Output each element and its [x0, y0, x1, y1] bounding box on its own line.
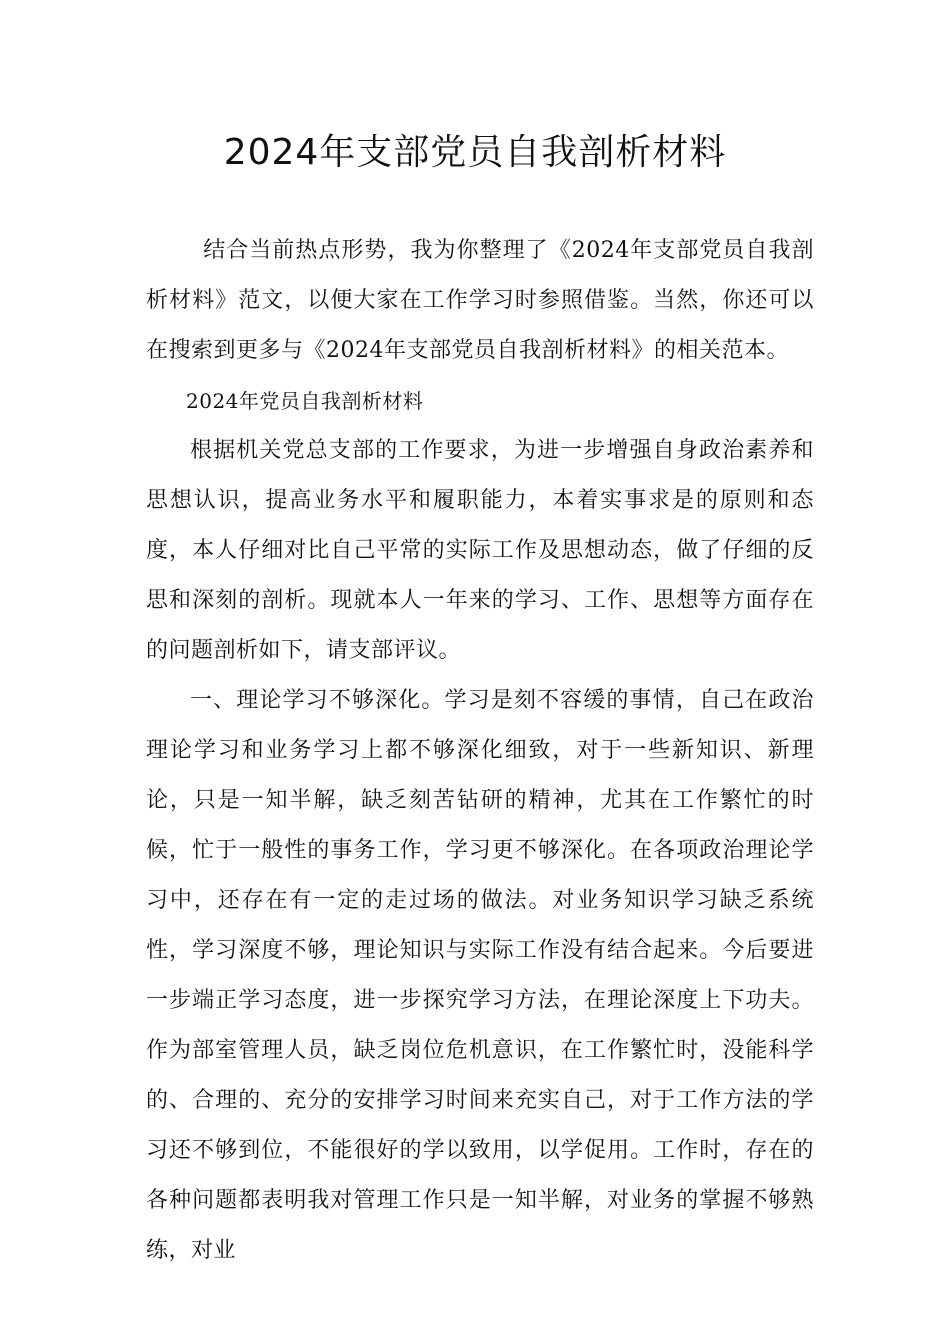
intro-paragraph: 结合当前热点形势，我为你整理了《2024年支部党员自我剖析材料》范文，以便大家在工作学习时参照借鉴。当然，你还可以在搜索到更多与《2024年支部党员自我剖析材料》的相关范本。 [146, 238, 814, 363]
document-body [146, 226, 814, 1276]
section-subheading: 2024年党员自我剖析材料 [186, 389, 424, 413]
body-paragraph-1: 根据机关党总支部的工作要求，为进一步增强自身政治素养和思想认识，提高业务水平和履职能力，本着实事求是的原则和态度，本人仔细对比自己平常的实际工作及思想动态，做了仔细的反思和深刻的剖析。现就本人一年来的学习、工作、思想等方面存在的问题剖析如下，请支部评议。 [146, 438, 814, 663]
body-paragraph-2: 一、理论学习不够深化。学习是刻不容缓的事情，自己在政治理论学习和业务学习上都不够深化细致，对于一些新知识、新理论，只是一知半解，缺乏刻苦钻研的精神，尤其在工作繁忙的时候，忙于一般性的事务工作，学习更不够深化。在各项政治理论学习中，还存在有一定的走过场的做法。对业务知识学习缺乏系统性，学习深度不够，理论知识与实际工作没有结合起来。今后要进一步端正学习态度，进一步探究学习方法，在理论深度上下功夫。作为部室管理人员，缺乏岗位危机意识，在工作繁忙时，没能科学的、合理的、充分的安排学习时间来充实自己，对于工作方法的学习还不够到位，不能很好的学以致用，以学促用。工作时，存在的各种问题都表明我对管理工作只是一知半解，对业务的掌握不够熟练，对业 [146, 688, 814, 1263]
document-title: 2024年支部党员自我剖析材料 [223, 132, 727, 173]
